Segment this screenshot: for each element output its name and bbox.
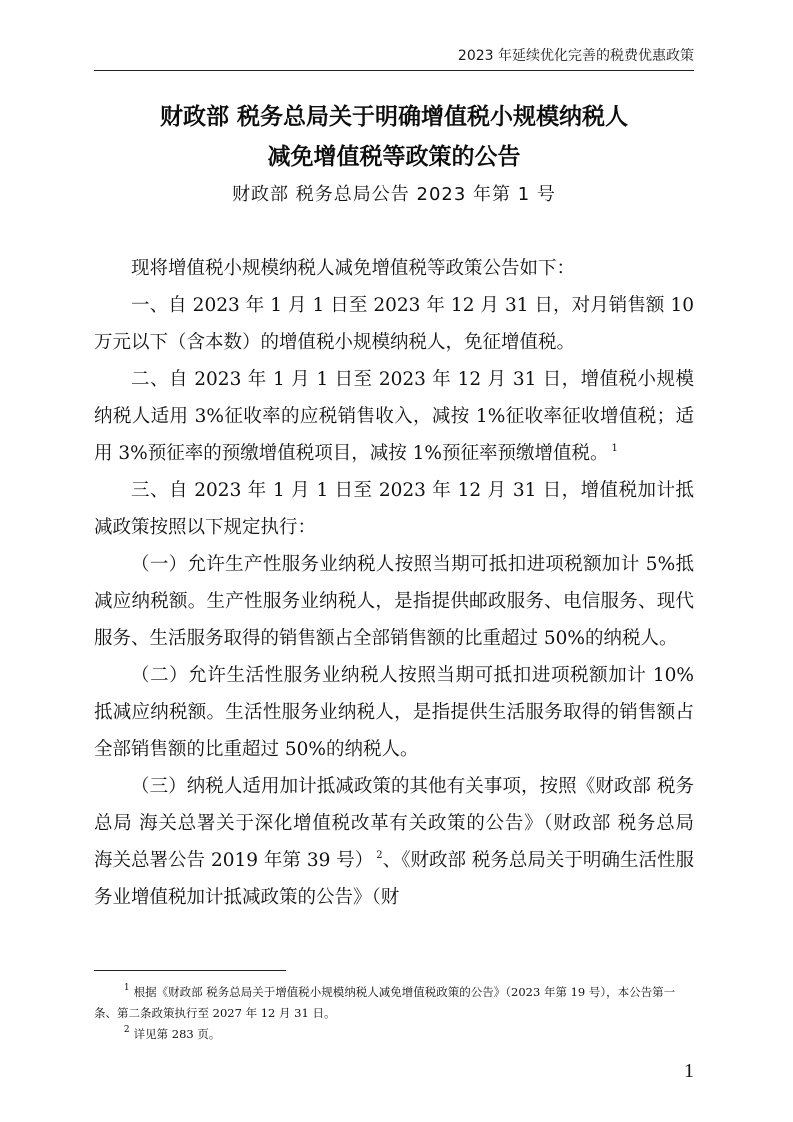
page-number: 1 — [684, 1060, 694, 1082]
document-title-line-2: 减免增值税等政策的公告 — [267, 143, 521, 170]
paragraph-item-3-1: （一）允许生产性服务业纳税人按照当期可抵扣进项税额加计 5%抵减应纳税额。生产性服务业纳税人，是指提供邮政服务、电信服务、现代服务、生活服务取得的销售额占全部销售额的比重超过 50%的纳税人。 — [94, 554, 694, 649]
footnote-separator — [94, 970, 286, 971]
paragraph-item-1: 一、自 2023 年 1 月 1 日至 2023 年 12 月 31 日，对月销售额 10 万元以下（含本数）的增值税小规模纳税人，免征增值税。 — [94, 295, 694, 353]
footnote-mark-1: 1 — [123, 983, 130, 993]
document-body — [94, 250, 694, 916]
paragraph-intro: 现将增值税小规模纳税人减免增值税等政策公告如下： — [131, 258, 576, 279]
paragraph-item-3-3: （三）纳税人适用加计抵减政策的其他有关事项，按照《财政部 税务总局 海关总署关于深化增值税改革有关政策的公告》（财政部 税务总局 海关总署公告 2019 年第 39 号） $^2$、《财政部 税务总局关于明确生活性服务业增值税加计抵减政策的公告》（财 — [94, 776, 694, 908]
header-rule — [94, 70, 694, 71]
paragraph-item-3-2: （二）允许生活性服务业纳税人按照当期可抵扣进项税额加计 10%抵减应纳税额。生活性服务业纳税人，是指提供生活服务取得的销售额占全部销售额的比重超过 50%的纳税人。 — [94, 665, 694, 760]
document-title-line-1: 财政部 税务总局关于明确增值税小规模纳税人 — [159, 103, 628, 130]
footnote-2 — [94, 1024, 694, 1045]
footnote-ref-2: 2 — [376, 850, 383, 861]
paragraph-item-3: 三、自 2023 年 1 月 1 日至 2023 年 12 月 31 日，增值税加计抵减政策按照以下规定执行： — [94, 480, 694, 538]
footnote-text-2: 详见第 283 页。 — [133, 1027, 221, 1041]
footnote-mark-2: 2 — [123, 1025, 130, 1035]
footnotes — [94, 982, 694, 1045]
running-header: 2023 年延续优化完善的税费优惠政策 — [457, 48, 694, 64]
footnote-1 — [94, 982, 694, 1024]
footnote-ref-1: 1 — [611, 443, 618, 454]
document-number: 财政部 税务总局公告 2023 年第 1 号 — [232, 184, 556, 205]
paragraph-item-2: 二、自 2023 年 1 月 1 日至 2023 年 12 月 31 日，增值税小规模纳税人适用 3%征收率的应税销售收入，减按 1%征收率征收增值税；适用 3%预征率的预缴增值税项目，减按 1%预征率预缴增值税。 $^1$ — [94, 369, 694, 464]
footnote-text-1: 根据《财政部 税务总局关于增值税小规模纳税人减免增值税政策的公告》（2023 年第 19 号），本公告第一条、第二条政策执行至 2027 年 12 月 31 日。 — [94, 985, 676, 1020]
